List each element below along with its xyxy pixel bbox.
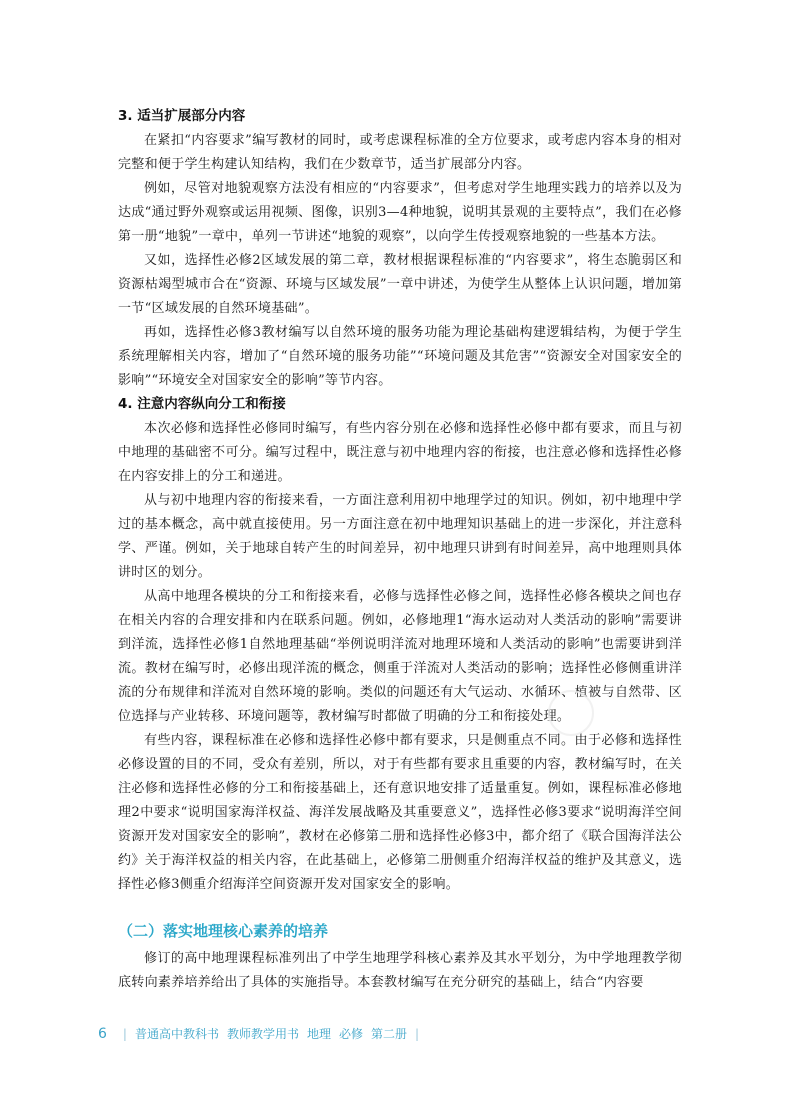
page-number: 6 [98,1025,107,1042]
subsection-heading-3: 3. 适当扩展部分内容 [118,108,246,124]
book-volume: 第二册 [371,1027,408,1041]
divider: | [415,1026,420,1041]
page-footer [98,1025,419,1042]
paragraph: 从与初中地理内容的衔接来看，一方面注意利用初中地理学过的知识。例如，初中地理中学过的基本概念，高中就直接使用。另一方面注意在初中地理知识基础上的进一步深化，并注意科学、严谨。例如，关于地球自转产生的时间差异，初中地理只讲到有时间差异，高中地理则具体讲时区的划分。 [118,493,682,580]
book-level: 必修 [339,1027,364,1041]
paragraph: 有些内容，课程标准在必修和选择性必修中都有要求，只是侧重点不同。由于必修和选择性必修设置的目的不同，受众有差别，所以，对于有些都有要求且重要的内容，教材编写时，在关注必修和选择性必修的分工和衔接基础上，还有意识地安排了适量重复。例如，课程标准必修地理2中要求“说明国家海洋权益、海洋发展战略及其重要意义”，选择性必修3要求“说明海洋空间资源开发对国家安全的影响”，教材在必修第二册和选择性必修3中，都介绍了《联合国海洋法公约》关于海洋权益的相关内容，在此基础上，必修第二册侧重介绍海洋权益的维护及其意义，选择性必修3侧重介绍海洋空间资源开发对国家安全的影响。 [118,733,682,892]
paragraph: 又如，选择性必修2区域发展的第二章，教材根据课程标准的“内容要求”，将生态脆弱区和资源枯竭型城市合在“资源、环境与区域发展”一章中讲述，为使学生从整体上认识问题，增加第一节“区域发展的自然环境基础”。 [118,253,682,316]
paragraph: 本次必修和选择性必修同时编写，有些内容分别在必修和选择性必修中都有要求，而且与初中地理的基础密不可分。编写过程中，既注意与初中地理内容的衔接，也注意必修和选择性必修在内容安排上的分工和递进。 [118,421,682,484]
book-subject: 地理 [307,1027,332,1041]
page-content [118,105,682,995]
watermark-mark [548,690,594,736]
paragraph: 例如，尽管对地貌观察方法没有相应的“内容要求”，但考虑对学生地理实践力的培养以及为达成“通过野外观察或运用视频、图像，识别3—4种地貌，说明其景观的主要特点”，我们在必修第一册“地貌”一章中，单列一节讲述“地貌的观察”，以向学生传授观察地貌的一些基本方法。 [118,181,682,244]
paragraph: 再如，选择性必修3教材编写以自然环境的服务功能为理论基础构建逻辑结构，为便于学生系统理解相关内容，增加了“自然环境的服务功能”“环境问题及其危害”“资源安全对国家安全的影响”“环境安全对国家安全的影响”等节内容。 [118,325,682,388]
book-type: 教师教学用书 [226,1027,299,1041]
paragraph: 修订的高中地理课程标准列出了中学生地理学科核心素养及其水平划分，为中学地理教学彻底转向素养培养给出了具体的实施指导。本套教材编写在充分研究的基础上，结合“内容要 [118,951,682,990]
section-title: （二）落实地理核心素养的培养 [118,922,329,940]
paragraph: 在紧扣“内容要求”编写教材的同时，或考虑课程标准的全方位要求，或考虑内容本身的相对完整和便于学生构建认知结构，我们在少数章节，适当扩展部分内容。 [118,133,682,172]
paragraph: 从高中地理各模块的分工和衔接来看，必修与选择性必修之间，选择性必修各模块之间也存在相关内容的合理安排和内在联系问题。例如，必修地理1“海水运动对人类活动的影响”需要讲到洋流，选择性必修1自然地理基础“举例说明洋流对地理环境和人类活动的影响”也需要讲到洋流。教材在编写时，必修出现洋流的概念，侧重于洋流对人类活动的影响；选择性必修侧重讲洋流的分布规律和洋流对自然环境的影响。类似的问题还有大气运动、水循环、植被与自然带、区位选择与产业转移、环境问题等，教材编写时都做了明确的分工和衔接处理。 [118,589,682,724]
book-series: 普通高中教科书 [134,1027,219,1041]
subsection-heading-4: 4. 注意内容纵向分工和衔接 [118,396,286,412]
divider: | [122,1026,127,1041]
